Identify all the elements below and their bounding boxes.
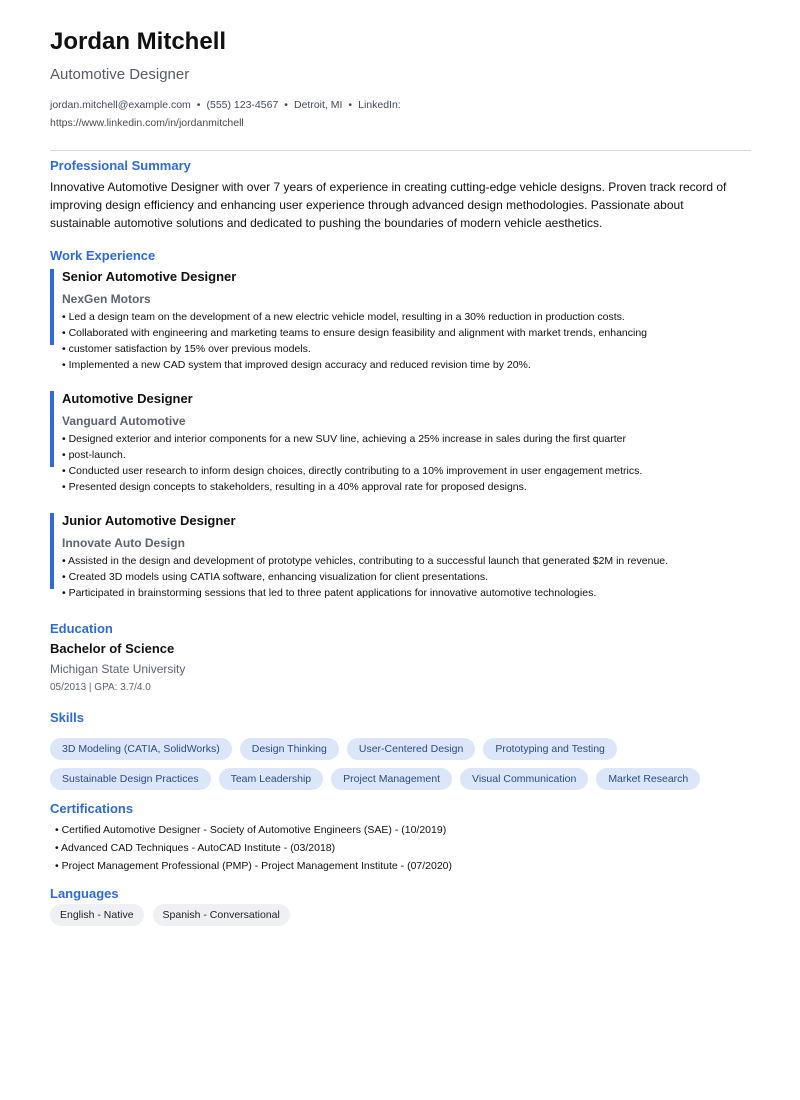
skill-chip: 3D Modeling (CATIA, SolidWorks) bbox=[50, 738, 232, 760]
job-bullet: • Conducted user research to inform design choices, directly contributing to a 10% improvement in user engagement metrics. bbox=[62, 465, 643, 477]
job-bullet: • Implemented a new CAD system that improved design accuracy and reduced revision time by 20%. bbox=[62, 359, 531, 371]
phone-number: (555) 123-4567 bbox=[206, 99, 279, 111]
job-accent-bar bbox=[50, 513, 54, 589]
job-bullet: • customer satisfaction by 15% over previous models. bbox=[62, 343, 311, 355]
job-title: Automotive Designer bbox=[62, 391, 193, 406]
summary-text: Innovative Automotive Designer with over 7 years of experience in creating cutting-edge vehicle designs. Proven track record of improving design efficiency and enhancing user experience through advanced design methodologies. Passionate about sustainable automotive solutions and dedicated to pushing the boundaries of modern vehicle aesthetics. bbox=[50, 180, 727, 230]
job-bullets bbox=[62, 309, 751, 373]
header-divider bbox=[50, 150, 751, 151]
skills-heading: Skills bbox=[50, 710, 84, 725]
email-link[interactable]: jordan.mitchell@example.com bbox=[50, 99, 191, 111]
job-accent-bar bbox=[50, 269, 54, 345]
school-name: Michigan State University bbox=[50, 662, 186, 676]
education-heading: Education bbox=[50, 621, 113, 636]
job-entry bbox=[50, 391, 751, 495]
language-chip: English - Native bbox=[50, 904, 144, 926]
languages-section bbox=[50, 886, 751, 926]
skill-chip: Visual Communication bbox=[460, 768, 588, 790]
language-chip: Spanish - Conversational bbox=[153, 904, 290, 926]
job-bullet: • Assisted in the design and development of prototype vehicles, contributing to a successful launch that generated $2M in revenue. bbox=[62, 555, 669, 567]
linkedin-label: LinkedIn: bbox=[358, 99, 401, 111]
job-bullet: • Participated in brainstorming sessions that led to three patent applications for innovative automotive technologies. bbox=[62, 587, 597, 599]
languages-heading: Languages bbox=[50, 886, 119, 901]
summary-section bbox=[50, 158, 751, 232]
certification-item: • Project Management Professional (PMP) - Project Management Institute - (07/2020) bbox=[55, 860, 453, 872]
contact-separator: • bbox=[348, 99, 353, 111]
experience-section bbox=[50, 248, 751, 601]
linkedin-link[interactable]: https://www.linkedin.com/in/jordanmitchell bbox=[50, 117, 244, 129]
job-entry bbox=[50, 269, 751, 373]
summary-heading: Professional Summary bbox=[50, 158, 191, 173]
job-bullet: • Led a design team on the development of a new electric vehicle model, resulting in a 30% reduction in production costs. bbox=[62, 311, 625, 323]
certifications-section bbox=[50, 801, 751, 875]
location: Detroit, MI bbox=[293, 99, 343, 111]
experience-heading: Work Experience bbox=[50, 248, 156, 263]
job-bullet: • Created 3D models using CATIA software, enhancing visualization for client presentations. bbox=[62, 571, 489, 583]
skill-chip: Project Management bbox=[331, 768, 452, 790]
candidate-name: Jordan Mitchell bbox=[50, 28, 227, 55]
job-bullet: • Presented design concepts to stakeholders, resulting in a 40% approval rate for proposed designs. bbox=[62, 481, 527, 493]
company-name: NexGen Motors bbox=[62, 292, 151, 306]
degree-name: Bachelor of Science bbox=[50, 641, 175, 656]
job-accent-bar bbox=[50, 391, 54, 467]
job-entry bbox=[50, 513, 751, 601]
education-section bbox=[50, 621, 751, 695]
certification-item: • Advanced CAD Techniques - AutoCAD Institute - (03/2018) bbox=[55, 842, 336, 854]
skills-list bbox=[50, 738, 751, 790]
job-bullet: • Designed exterior and interior components for a new SUV line, achieving a 25% increase in sales during the first quarter bbox=[62, 433, 626, 445]
certification-item: • Certified Automotive Designer - Society of Automotive Engineers (SAE) - (10/2019) bbox=[55, 824, 447, 836]
skill-chip: Sustainable Design Practices bbox=[50, 768, 211, 790]
job-bullets bbox=[62, 553, 751, 601]
resume-page bbox=[50, 26, 751, 926]
skill-chip: Design Thinking bbox=[240, 738, 339, 760]
company-name: Innovate Auto Design bbox=[62, 536, 185, 550]
job-bullet: • post-launch. bbox=[62, 449, 126, 461]
certifications-list bbox=[50, 821, 751, 875]
job-bullets bbox=[62, 431, 751, 495]
company-name: Vanguard Automotive bbox=[62, 414, 186, 428]
skill-chip: Market Research bbox=[596, 768, 700, 790]
job-title: Junior Automotive Designer bbox=[62, 513, 236, 528]
resume-header bbox=[50, 26, 751, 132]
contact-separator: • bbox=[196, 99, 201, 111]
skill-chip: User-Centered Design bbox=[347, 738, 475, 760]
skill-chip: Team Leadership bbox=[219, 768, 324, 790]
job-title: Senior Automotive Designer bbox=[62, 269, 237, 284]
contact-separator: • bbox=[284, 99, 288, 111]
contact-info bbox=[50, 96, 430, 132]
education-meta: 05/2013 | GPA: 3.7/4.0 bbox=[50, 682, 151, 693]
job-bullet: • Collaborated with engineering and marketing teams to ensure design feasibility and alignment with market trends, enhancing bbox=[62, 327, 648, 339]
candidate-title: Automotive Designer bbox=[50, 66, 190, 83]
skill-chip: Prototyping and Testing bbox=[483, 738, 617, 760]
languages-list bbox=[50, 904, 751, 926]
skills-section bbox=[50, 710, 751, 790]
certifications-heading: Certifications bbox=[50, 801, 134, 816]
